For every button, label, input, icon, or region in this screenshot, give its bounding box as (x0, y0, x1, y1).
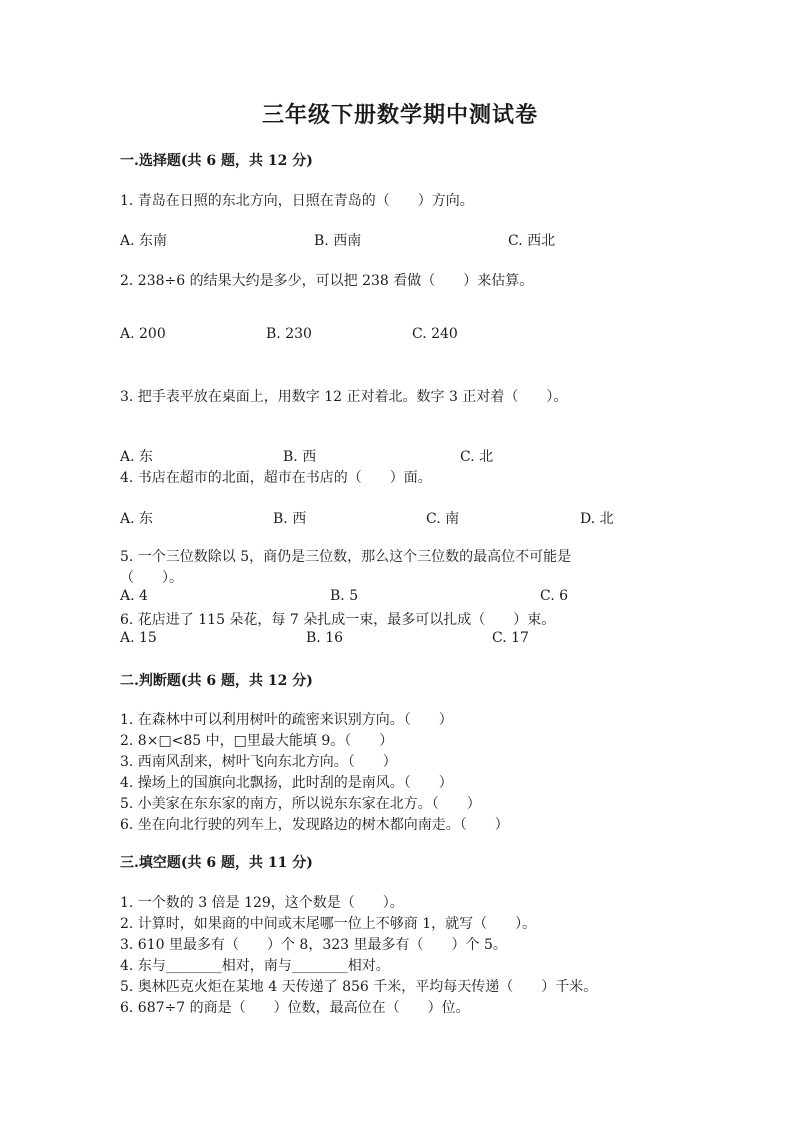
fill-line: 1. 一个数的 3 倍是 129，这个数是（ ）。 (120, 895, 404, 911)
option-c: C. 6 (540, 588, 569, 604)
option-b: B. 西 (283, 449, 317, 465)
question-text: 6. 花店进了 115 朵花，每 7 朵扎成一束，最多可以扎成（ ）束。 (120, 612, 556, 628)
section-heading-judgement: 二.判断题(共 6 题，共 12 分) (120, 673, 313, 689)
fill-line: 2. 计算时，如果商的中间或末尾哪一位上不够商 1，就写（ ）。 (120, 916, 537, 932)
option-a: A. 4 (120, 588, 148, 604)
option-b: B. 16 (306, 630, 344, 646)
question-text: 5. 一个三位数除以 5，商仍是三位数，那么这个三位数的最高位不可能是 (120, 549, 572, 565)
option-c: C. 17 (492, 630, 529, 646)
statement-line: 5. 小美家在东东家的南方，所以说东东家在北方。（ ） (120, 796, 481, 812)
option-a: A. 东 (120, 449, 154, 465)
option-c: C. 北 (460, 449, 494, 465)
option-b: B. 5 (330, 588, 359, 604)
question-text: 3. 把手表平放在桌面上，用数字 12 正对着北。数字 3 正对着（ ）。 (120, 389, 568, 405)
option-b: B. 230 (266, 326, 312, 342)
statement-line: 4. 操场上的国旗向北飘扬，此时刮的是南风。（ ） (120, 775, 453, 791)
statement-line: 2. 8×□<85 中，□里最大能填 9。（ ） (120, 733, 394, 749)
page-title: 三年级下册数学期中测试卷 (261, 102, 538, 128)
question-text-continuation: （ ）。 (120, 570, 183, 586)
option-a: A. 15 (120, 630, 157, 646)
option-b: B. 西 (273, 511, 307, 527)
fill-line: 4. 东与________相对，南与________相对。 (120, 958, 390, 974)
fill-line: 5. 奥林匹克火炬在某地 4 天传递了 856 千米，平均每天传递（ ）千米。 (120, 979, 598, 995)
fill-line: 3. 610 里最多有（ ）个 8，323 里最多有（ ）个 5。 (120, 937, 507, 953)
question-text: 2. 238÷6 的结果大约是多少，可以把 238 看做（ ）来估算。 (120, 273, 534, 289)
question-text: 1. 青岛在日照的东北方向，日照在青岛的（ ）方向。 (120, 193, 474, 209)
question-text: 4. 书店在超市的北面，超市在书店的（ ）面。 (120, 470, 432, 486)
fill-line: 6. 687÷7 的商是（ ）位数，最高位在（ ）位。 (120, 1000, 470, 1016)
option-a: A. 东南 (120, 233, 168, 249)
statement-line: 3. 西南风刮来，树叶飞向东北方向。（ ） (120, 754, 397, 770)
section-heading-fill-blank: 三.填空题(共 6 题，共 11 分) (120, 855, 313, 871)
option-c: C. 240 (412, 326, 458, 342)
option-c: C. 西北 (508, 233, 556, 249)
statement-line: 1. 在森林中可以利用树叶的疏密来识别方向。（ ） (120, 712, 453, 728)
option-a: A. 200 (120, 326, 166, 342)
statement-line: 6. 坐在向北行驶的列车上，发现路边的树木都向南走。（ ） (120, 817, 509, 833)
option-c: C. 南 (426, 511, 460, 527)
option-d: D. 北 (580, 511, 614, 527)
option-b: B. 西南 (314, 233, 362, 249)
option-a: A. 东 (120, 511, 154, 527)
section-heading-choice: 一.选择题(共 6 题，共 12 分) (120, 153, 313, 169)
